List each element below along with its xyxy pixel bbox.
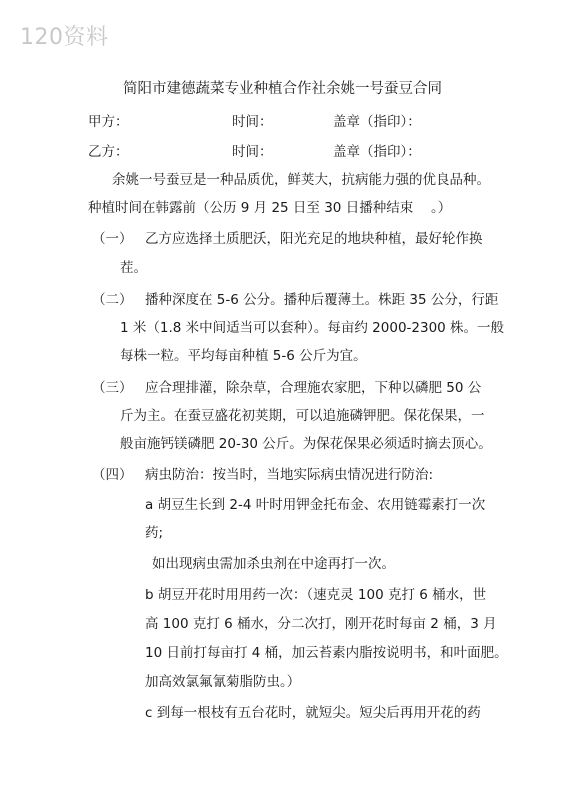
section-number: （四） [92, 467, 133, 483]
section-number: （一） [92, 231, 133, 247]
section-line: 斤为主。在蚕豆盛花初荚期，可以追施磷钾肥。保花保果，一 [120, 408, 485, 424]
section-line: 1 米（1.8 米中间适当可以套种）。每亩约 2000-2300 株。一般 [120, 320, 505, 336]
sub-item-line: 高 100 克打 6 桶水，分二次打，刚开花时每亩 2 桶，3 月 [145, 616, 497, 632]
sub-item-line: b 胡豆开花时用用药一次：（速克灵 100 克打 6 桶水，世 [145, 587, 487, 603]
intro-line: 种植时间在韩露前（公历 9 月 25 日至 30 日播种结束 。） [88, 200, 452, 216]
party-b-seal: 盖章（指印）： [333, 144, 421, 160]
party-a-label: 甲方： [88, 114, 129, 130]
section-line: 病虫防治：按当时，当地实际病虫情况进行防治: [145, 467, 434, 483]
sub-item-line: 如出现病虫需加杀虫剂在中途再打一次。 [152, 556, 395, 572]
section-line: 乙方应选择土质肥沃，阳光充足的地块种植，最好轮作换 [145, 231, 483, 247]
sub-item-line: a 胡豆生长到 2-4 叶时用钾金托布金、农用链霉素打一次 [145, 497, 486, 513]
party-b-time: 时间： [232, 144, 273, 160]
section-line: 播种深度在 5-6 公分。播种后覆薄土。株距 35 公分，行距 [145, 292, 499, 308]
section-line: 般亩施钙镁磷肥 20-30 公斤。为保花保果必须适时摘去顶心。 [120, 436, 492, 452]
sub-item-line: 药; [145, 525, 164, 541]
sub-item-line: c 到每一根枝有五台花时，就短尖。短尖后再用开花的药 [145, 705, 481, 721]
sub-item-line: 加高效氯氟氰菊脂防虫。） [145, 674, 301, 690]
section-number: （三） [92, 380, 133, 396]
sub-item-line: 10 日前打每亩打 4 桶，加云苔素内脂按说明书，和叶面肥。 [145, 645, 508, 661]
watermark: 120资料 [20, 25, 109, 50]
section-line: 应合理排灌，除杂草，合理施农家肥，下种以磷肥 50 公 [145, 380, 482, 396]
party-a-time: 时间： [232, 114, 273, 130]
section-line: 茬。 [120, 260, 147, 276]
section-number: （二） [92, 292, 133, 308]
party-a-seal: 盖章（指印）： [333, 114, 421, 130]
party-b-label: 乙方： [88, 144, 129, 160]
document-title: 简阳市建德蔬菜专业种植合作社余姚一号蚕豆合同 [123, 81, 442, 97]
section-line: 每株一粒。平均每亩种植 5-6 公斤为宜。 [120, 348, 367, 364]
intro-line: 余姚一号蚕豆是一种品质优，鲜荚大，抗病能力强的优良品种。 [112, 172, 490, 188]
